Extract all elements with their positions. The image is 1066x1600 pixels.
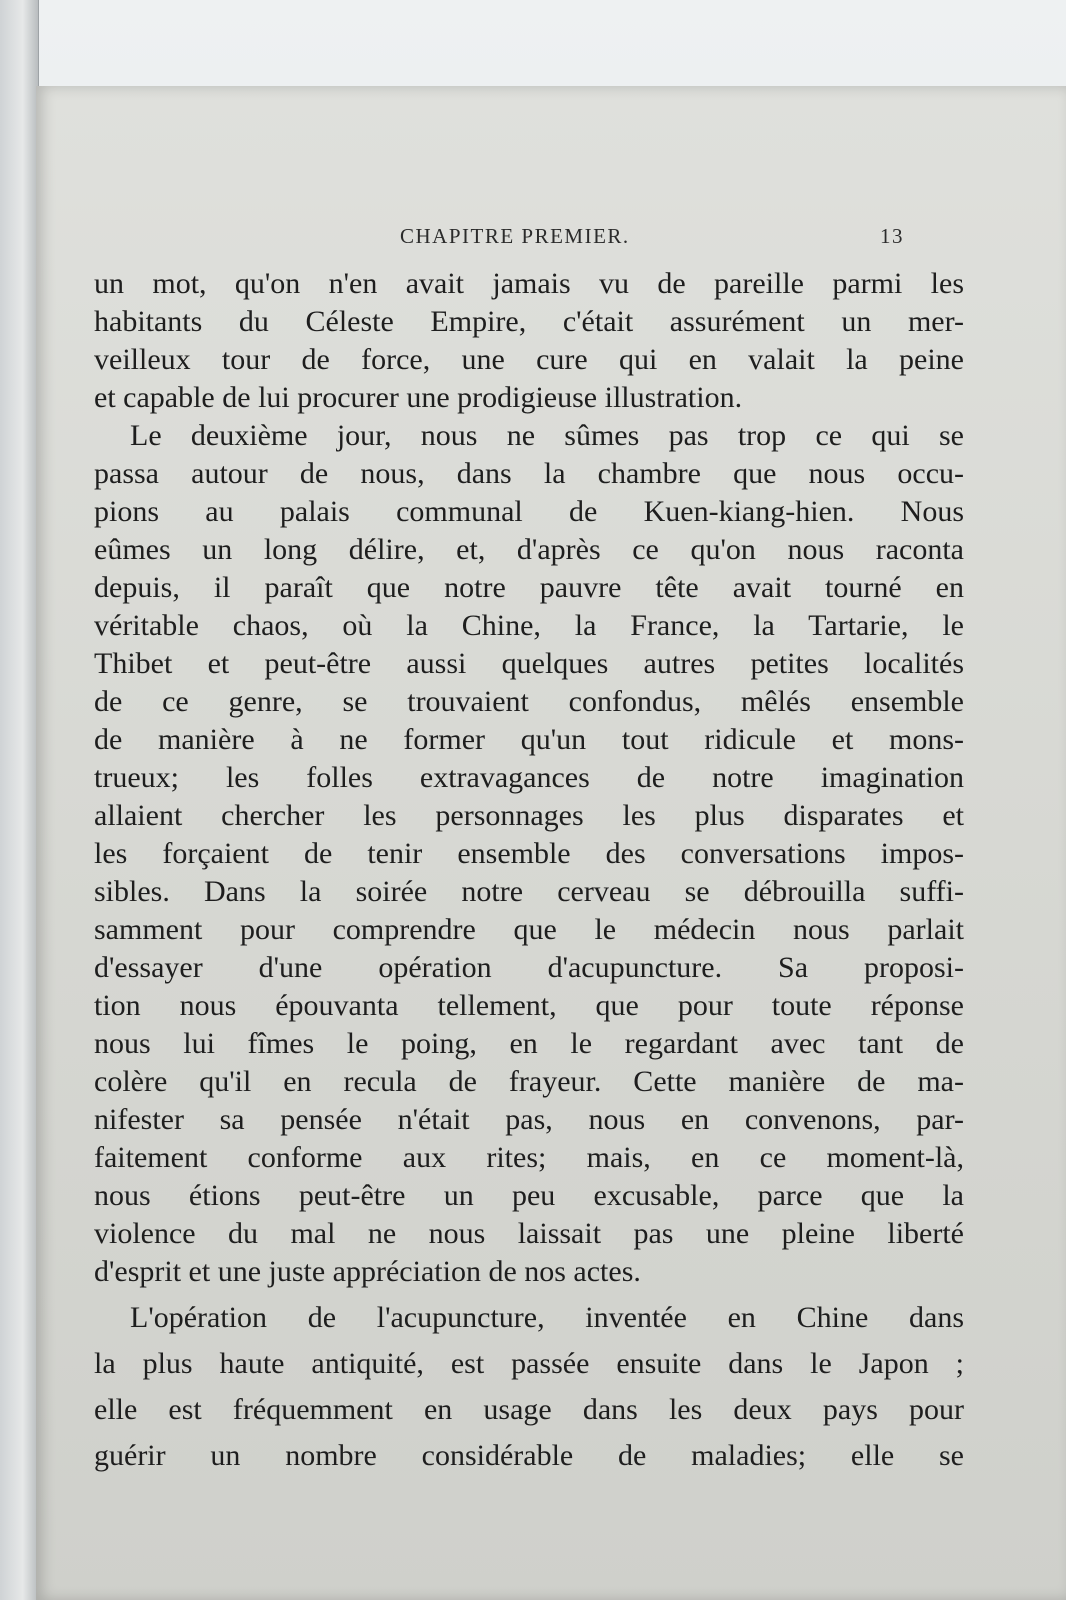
text-line: veilleux tour de force, une cure qui en valait la peine	[94, 343, 964, 376]
text-line: et capable de lui procurer une prodigieuse illustration.	[94, 381, 743, 414]
text-line: de manière à ne former qu'un tout ridicule et mons-	[94, 723, 964, 756]
text-line: nifester sa pensée n'était pas, nous en convenons, par-	[94, 1103, 964, 1136]
text-line: samment pour comprendre que le médecin nous parlait	[94, 913, 964, 946]
running-title: CHAPITRE PREMIER.	[400, 224, 630, 248]
text-line: nous lui fîmes le poing, en le regardant avec tant de	[94, 1027, 964, 1060]
text-line: les forçaient de tenir ensemble des conversations impos-	[94, 837, 964, 870]
text-line: Thibet et peut-être aussi quelques autres petites localités	[94, 647, 964, 680]
left-page-edge	[0, 0, 39, 1600]
text-line: eûmes un long délire, et, d'après ce qu'on nous raconta	[94, 533, 964, 566]
running-head	[36, 224, 904, 254]
text-line: habitants du Céleste Empire, c'était assurément un mer-	[94, 305, 964, 338]
text-line: pions au palais communal de Kuen-kiang-hien. Nous	[94, 495, 964, 528]
text-line: allaient chercher les personnages les plus disparates et	[94, 799, 964, 832]
text-line: d'esprit et une juste appréciation de nos actes.	[94, 1255, 641, 1288]
text-line: Le deuxième jour, nous ne sûmes pas trop ce qui se	[130, 419, 964, 452]
text-line: colère qu'il en recula de frayeur. Cette manière de ma-	[94, 1065, 964, 1098]
text-line: la plus haute antiquité, est passée ensuite dans le Japon ;	[94, 1347, 964, 1380]
text-line: guérir un nombre considérable de maladies; elle se	[94, 1439, 964, 1472]
text-line: passa autour de nous, dans la chambre que nous occu-	[94, 457, 964, 490]
text-line: elle est fréquemment en usage dans les deux pays pour	[94, 1393, 964, 1426]
text-line: violence du mal ne nous laissait pas une pleine liberté	[94, 1217, 964, 1250]
text-line: de ce genre, se trouvaient confondus, mêlés ensemble	[94, 685, 964, 718]
text-line: un mot, qu'on n'en avait jamais vu de pareille parmi les	[94, 267, 964, 300]
text-line: tion nous épouvanta tellement, que pour toute réponse	[94, 989, 964, 1022]
text-line: sibles. Dans la soirée notre cerveau se débrouilla suffi-	[94, 875, 964, 908]
text-line: faitement conforme aux rites; mais, en ce moment-là,	[94, 1141, 964, 1174]
text-line: trueux; les folles extravagances de notre imagination	[94, 761, 964, 794]
text-line: d'essayer d'une opération d'acupuncture. Sa proposi-	[94, 951, 964, 984]
book-page	[36, 86, 1066, 1600]
text-line: nous étions peut-être un peu excusable, parce que la	[94, 1179, 964, 1212]
text-line: véritable chaos, où la Chine, la France, la Tartarie, le	[94, 609, 964, 642]
text-line: depuis, il paraît que notre pauvre tête avait tourné en	[94, 571, 964, 604]
text-line: L'opération de l'acupuncture, inventée en Chine dans	[130, 1301, 964, 1334]
page-number: 13	[880, 224, 904, 248]
